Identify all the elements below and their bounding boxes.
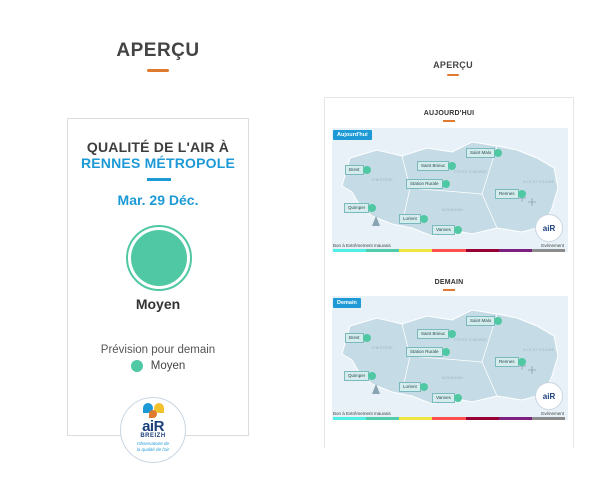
city-quality-dot (363, 334, 371, 342)
air-quality-card (67, 118, 249, 436)
card-date: Mar. 29 Déc. (117, 192, 199, 208)
forecast-dot (131, 360, 143, 372)
city-quality-dot (518, 358, 526, 366)
scale-swatch (399, 417, 432, 420)
color-scale (333, 249, 565, 252)
map-section-underline (443, 120, 455, 122)
heading-underline (147, 69, 169, 72)
map-region-label: CÔTES D'ARMOR (454, 170, 488, 174)
city-quality-dot (494, 149, 502, 157)
forecast-label: Prévision pour demain (100, 344, 216, 356)
city-label: Lorient (399, 214, 421, 224)
city-quality-dot (448, 162, 456, 170)
map-legend-right: Evénement (541, 411, 564, 416)
city-label: Rennes (495, 357, 519, 367)
scale-swatch (399, 249, 432, 252)
map-region-label: CÔTES D'ARMOR (454, 338, 488, 342)
city-label: Saint Malo (466, 148, 495, 158)
city-label: Brest (345, 165, 364, 175)
map-logo-text: aiR (542, 224, 556, 233)
air-breizh-logo[interactable] (120, 397, 186, 463)
map-air-breizh-logo (535, 382, 563, 410)
city-marker[interactable] (466, 316, 502, 326)
logo-wordmark: aiR (142, 418, 164, 435)
city-marker[interactable] (399, 382, 428, 392)
city-label: Saint Brieuc (417, 329, 449, 339)
map-day-tag: Demain (333, 298, 361, 308)
map-region-label: ILLE ET VILAINE (523, 180, 555, 184)
city-marker[interactable] (417, 161, 456, 171)
logo-tagline: Observatoire de (136, 441, 170, 446)
city-quality-dot (368, 372, 376, 380)
city-label: Lorient (399, 382, 421, 392)
maps-panel (324, 97, 574, 448)
map-legend-left: Bon à Extrêmement mauvais (333, 243, 391, 248)
city-quality-dot (420, 383, 428, 391)
map-region-label: FINISTÈRE (372, 178, 393, 182)
map-section-title: DEMAIN (434, 279, 464, 286)
map-region-label: MORBIHAN (442, 208, 464, 212)
city-marker[interactable] (345, 165, 371, 175)
map-region-label: MORBIHAN (442, 376, 464, 380)
scale-swatch (366, 249, 399, 252)
city-marker[interactable] (495, 357, 526, 367)
card-title-line1: QUALITÉ DE L'AIR À (86, 139, 230, 155)
logo-sub: BREIZH (140, 433, 166, 439)
scale-swatch (366, 417, 399, 420)
city-marker[interactable] (344, 203, 376, 213)
color-scale (333, 417, 565, 420)
scale-swatch (532, 417, 565, 420)
city-quality-dot (518, 190, 526, 198)
city-marker[interactable] (406, 179, 450, 189)
logo-tagline: la qualité de l'air (136, 447, 170, 452)
logo-petal-orange (149, 410, 157, 418)
quality-indicator-fill (131, 230, 187, 286)
city-marker[interactable] (399, 214, 428, 224)
city-quality-dot (442, 348, 450, 356)
city-quality-dot (454, 394, 462, 402)
city-marker[interactable] (406, 347, 450, 357)
preview-heading-underline (447, 74, 459, 76)
forecast-row (68, 360, 248, 372)
city-label: Brest (345, 333, 364, 343)
map-region-label: FINISTÈRE (372, 346, 393, 350)
scale-swatch (499, 249, 532, 252)
scale-swatch (432, 417, 465, 420)
city-label: Station Rurale (406, 179, 443, 189)
city-label: Rennes (495, 189, 519, 199)
city-quality-dot (368, 204, 376, 212)
city-marker[interactable] (466, 148, 502, 158)
city-quality-dot (363, 166, 371, 174)
forecast-level: Moyen (150, 360, 186, 372)
city-quality-dot (442, 180, 450, 188)
city-marker[interactable] (495, 189, 526, 199)
scale-swatch (333, 249, 366, 252)
quality-level: Moyen (135, 296, 181, 312)
map-legend-right: Evénement (541, 243, 564, 248)
city-marker[interactable] (344, 371, 376, 381)
title-underline (147, 178, 171, 181)
map-day-tag: Aujourd'hui (333, 130, 372, 140)
scale-swatch (499, 417, 532, 420)
scale-swatch (333, 417, 366, 420)
map-section-title: AUJOURD'HUI (423, 110, 475, 117)
city-marker[interactable] (432, 393, 462, 403)
map-region-label: ILLE ET VILAINE (523, 348, 555, 352)
city-label: Vannes (432, 393, 455, 403)
city-marker[interactable] (417, 329, 456, 339)
scale-swatch (466, 249, 499, 252)
city-quality-dot (448, 330, 456, 338)
city-marker[interactable] (345, 333, 371, 343)
preview-heading: APERÇU (433, 60, 473, 70)
city-marker[interactable] (432, 225, 462, 235)
city-quality-dot (494, 317, 502, 325)
brittany-map[interactable] (332, 296, 568, 420)
map-logo-text: aiR (542, 392, 556, 401)
page-heading: APERÇU (116, 40, 200, 61)
city-label: Station Rurale (406, 347, 443, 357)
brittany-map[interactable] (332, 128, 568, 252)
city-label: Saint Brieuc (417, 161, 449, 171)
city-label: Quimper (344, 371, 369, 381)
map-section-underline (443, 289, 455, 291)
scale-swatch (432, 249, 465, 252)
city-label: Quimper (344, 203, 369, 213)
city-label: Vannes (432, 225, 455, 235)
city-quality-dot (454, 226, 462, 234)
scale-swatch (532, 249, 565, 252)
map-air-breizh-logo (535, 214, 563, 242)
scale-swatch (466, 417, 499, 420)
map-legend-left: Bon à Extrêmement mauvais (333, 411, 391, 416)
quality-indicator (126, 225, 192, 291)
city-quality-dot (420, 215, 428, 223)
city-label: Saint Malo (466, 316, 495, 326)
card-title-city: RENNES MÉTROPOLE (80, 155, 236, 171)
